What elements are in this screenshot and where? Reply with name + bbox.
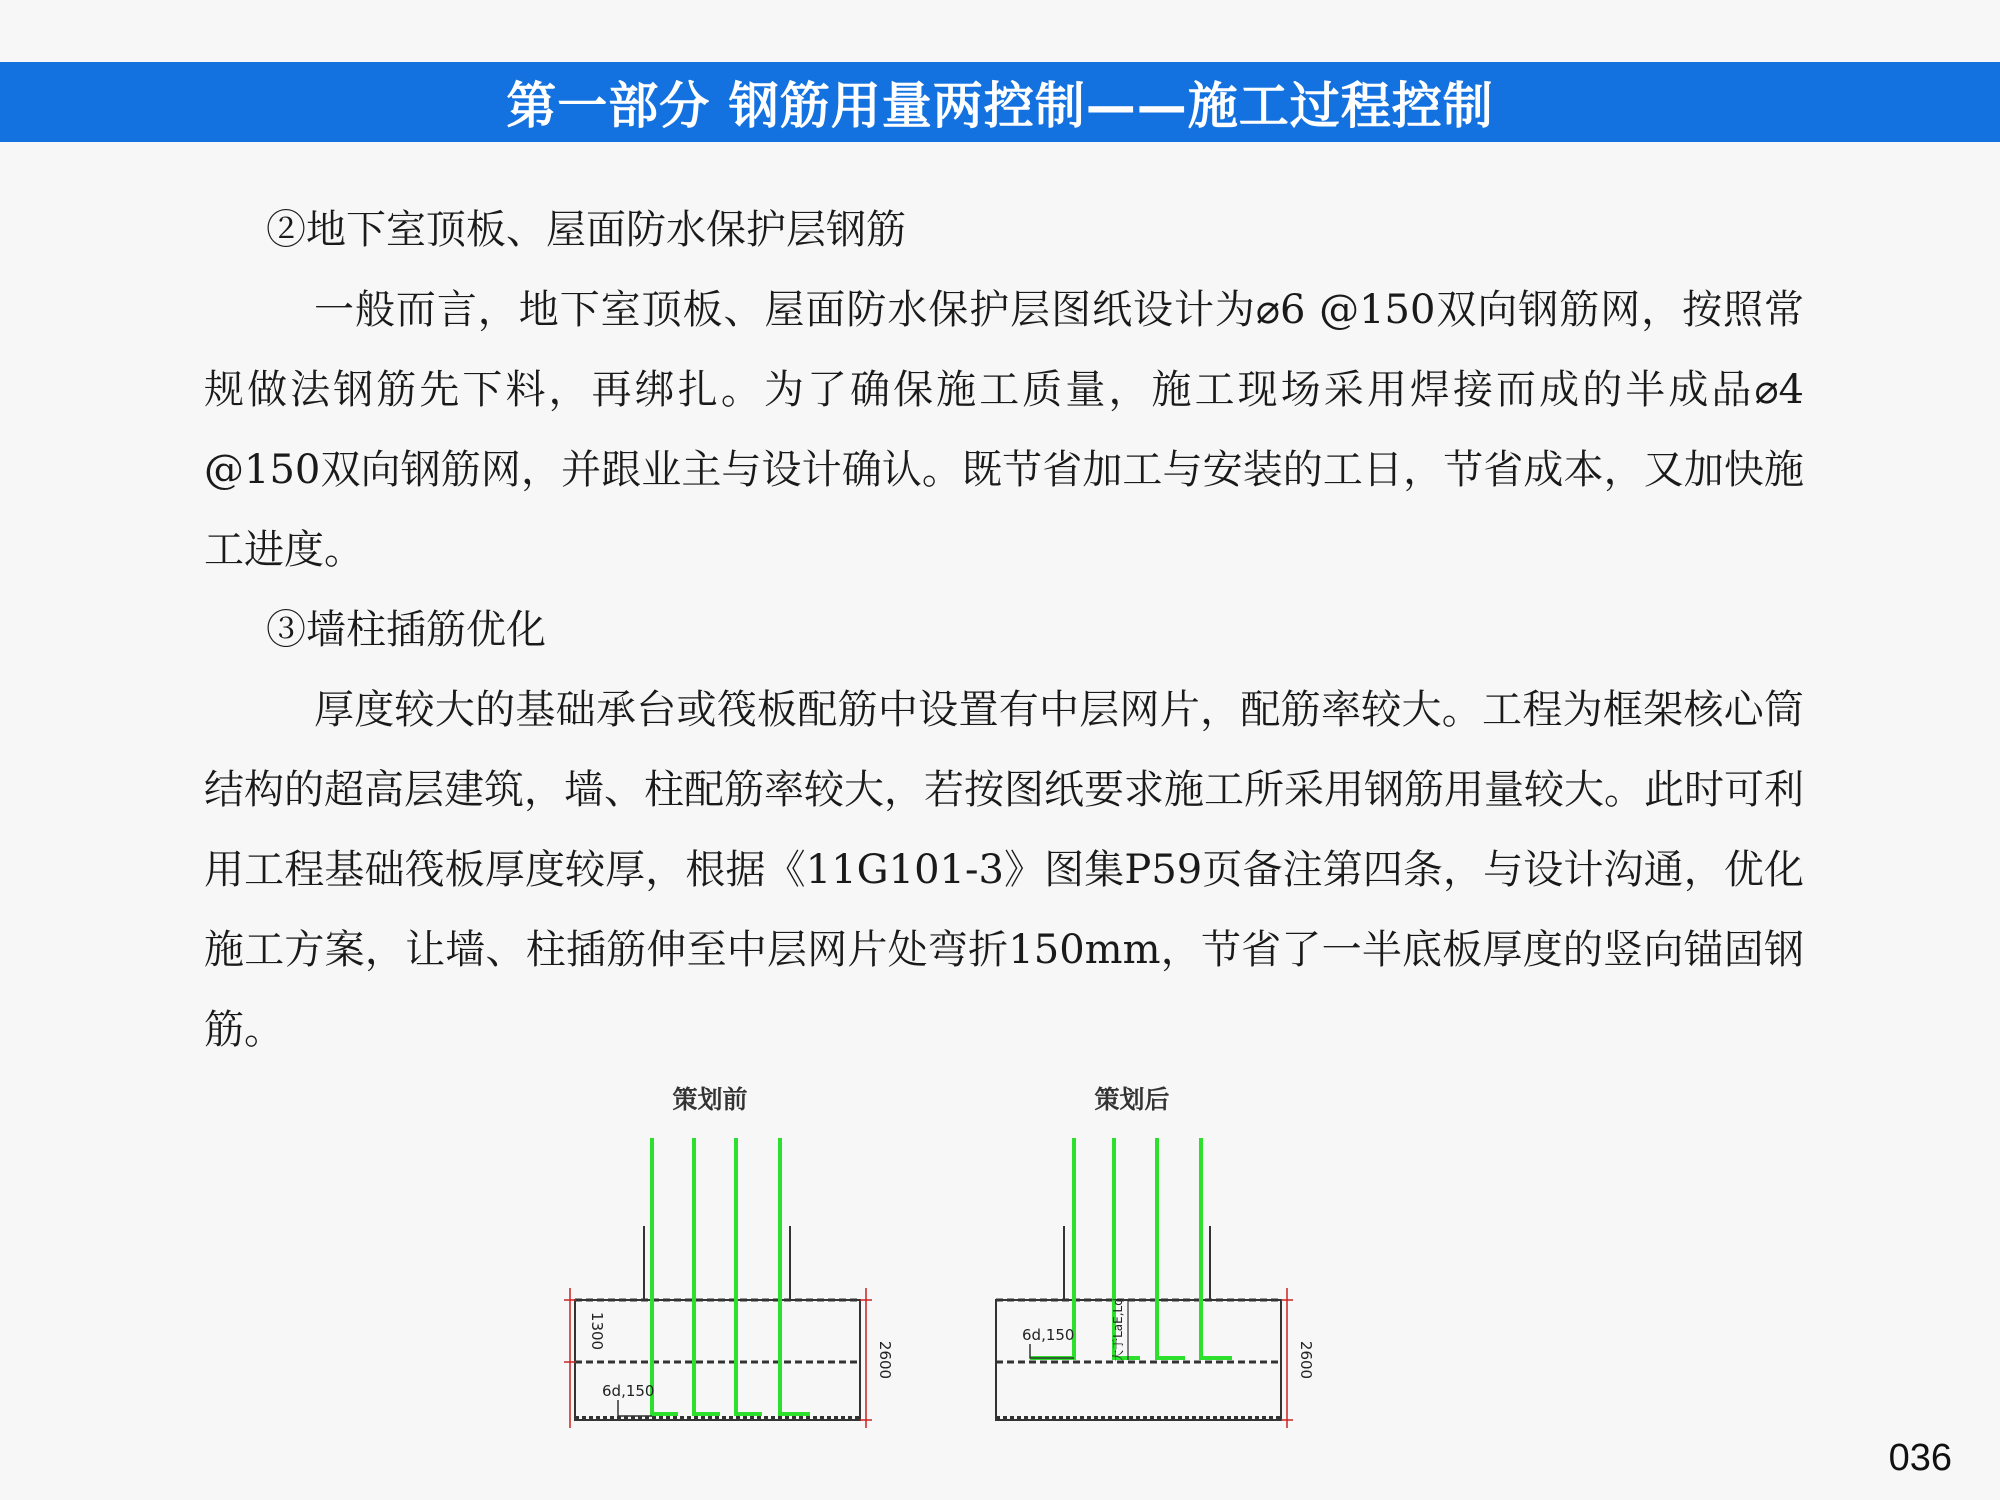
- dim-total-after: 2600: [1297, 1340, 1315, 1380]
- rebar-after-3: [1157, 1138, 1185, 1358]
- section-3-paragraph: 厚度较大的基础承台或筏板配筋中设置有中层网片，配筋率较大。工程为框架核心筒结构的超高层建筑，墙、柱配筋率较大，若按图纸要求施工所采用钢筋用量较大。此时可利用工程基础筏板厚度较厚，根据《11G101-3》图集P59页备注第四条，与设计沟通，优化施工方案，让墙、柱插筋伸至中层网片处弯折150mm，节省了一半底板厚度的竖向锚固钢筋。: [204, 687, 1804, 1053]
- main-content: [204, 190, 1804, 1070]
- hook-bracket-after: [1030, 1344, 1074, 1358]
- dim-total-before: 2600: [876, 1340, 894, 1380]
- page-number: 036: [1888, 1437, 1952, 1479]
- caption-before: 策划前: [672, 1085, 748, 1114]
- anchor-label-after: 大于LaE,Ld: [1111, 1298, 1125, 1362]
- diagram-before: [564, 1085, 894, 1428]
- rebar-after-4: [1201, 1138, 1232, 1358]
- rebar-before-4: [780, 1138, 810, 1414]
- rebar-before-1: [652, 1138, 678, 1414]
- section-2-heading: ②地下室顶板、屋面防水保护层钢筋: [266, 207, 906, 253]
- diagram-after: [996, 1085, 1315, 1428]
- section-3-heading: ③墙柱插筋优化: [266, 607, 546, 653]
- dim-upper-before: 1300: [588, 1311, 606, 1351]
- rebar-before-2: [694, 1138, 720, 1414]
- rebar-after-1: [1030, 1138, 1074, 1358]
- rebar-before-3: [736, 1138, 762, 1414]
- section-2-paragraph: 一般而言，地下室顶板、屋面防水保护层图纸设计为⌀6 @150双向钢筋网，按照常规做法钢筋先下料，再绑扎。为了确保施工质量，施工现场采用焊接而成的半成品⌀4 @150双向钢筋网，并跟业主与设计确认。既节省加工与安装的工日，节省成本，又加快施工进度。: [204, 287, 1804, 573]
- hook-label-before: 6d,150: [602, 1382, 655, 1400]
- caption-after: 策划后: [1094, 1085, 1170, 1114]
- hook-label-after: 6d,150: [1022, 1326, 1075, 1344]
- page-title: 第一部分 钢筋用量两控制——施工过程控制: [506, 77, 1494, 135]
- header-bar: [0, 62, 2000, 142]
- hook-bracket-before: [618, 1400, 652, 1416]
- rebar-diagrams: [560, 1078, 1340, 1458]
